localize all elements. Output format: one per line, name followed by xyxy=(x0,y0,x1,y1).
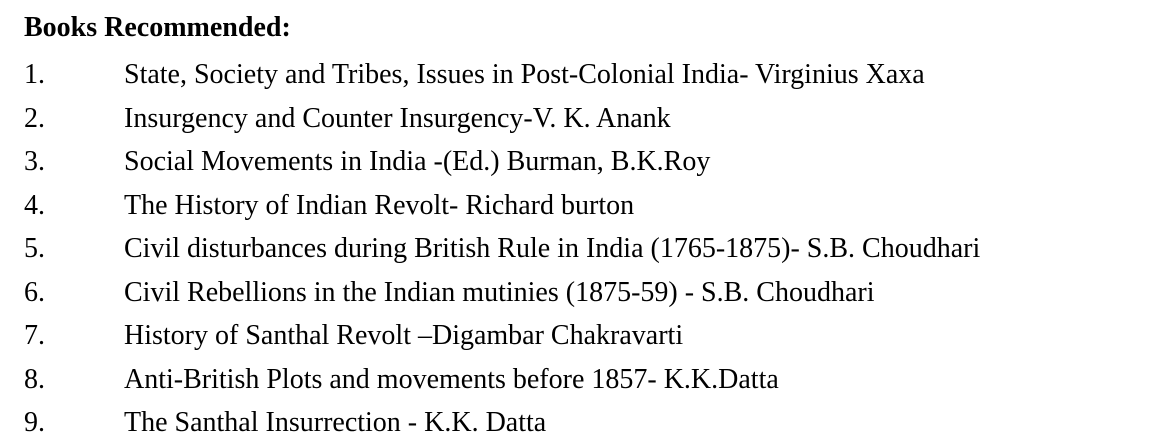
list-item-text: Insurgency and Counter Insurgency-V. K. Anank xyxy=(124,102,671,134)
list-item-text: State, Society and Tribes, Issues in Post-Colonial India- Virginius Xaxa xyxy=(124,59,925,90)
list-item-number: 4. xyxy=(24,189,45,221)
list-item-number: 6. xyxy=(24,276,45,308)
section-heading: Books Recommended: xyxy=(24,12,291,43)
list-item-text: History of Santhal Revolt –Digambar Chakravarti xyxy=(124,320,684,351)
list-item-number: 9. xyxy=(24,407,45,438)
list-item-text: Civil disturbances during British Rule in India (1765-1875)- S.B. Choudhari xyxy=(124,233,981,264)
list-item-text: Civil Rebellions in the Indian mutinies (1875-59) - S.B. Choudhari xyxy=(124,276,875,308)
list-item-number: 5. xyxy=(24,233,45,264)
list-item-text: The History of Indian Revolt- Richard burton xyxy=(124,189,635,221)
list-item-number: 1. xyxy=(24,59,45,90)
list-item-number: 8. xyxy=(24,363,45,395)
list-item-text: The Santhal Insurrection - K.K. Datta xyxy=(124,407,547,438)
list-item-number: 3. xyxy=(24,146,45,177)
list-item-text: Social Movements in India -(Ed.) Burman, B.K.Roy xyxy=(124,146,711,177)
list-item-text: Anti-British Plots and movements before 1857- K.K.Datta xyxy=(124,363,779,395)
list-item-number: 2. xyxy=(24,102,45,134)
list-item-number: 7. xyxy=(24,320,45,351)
